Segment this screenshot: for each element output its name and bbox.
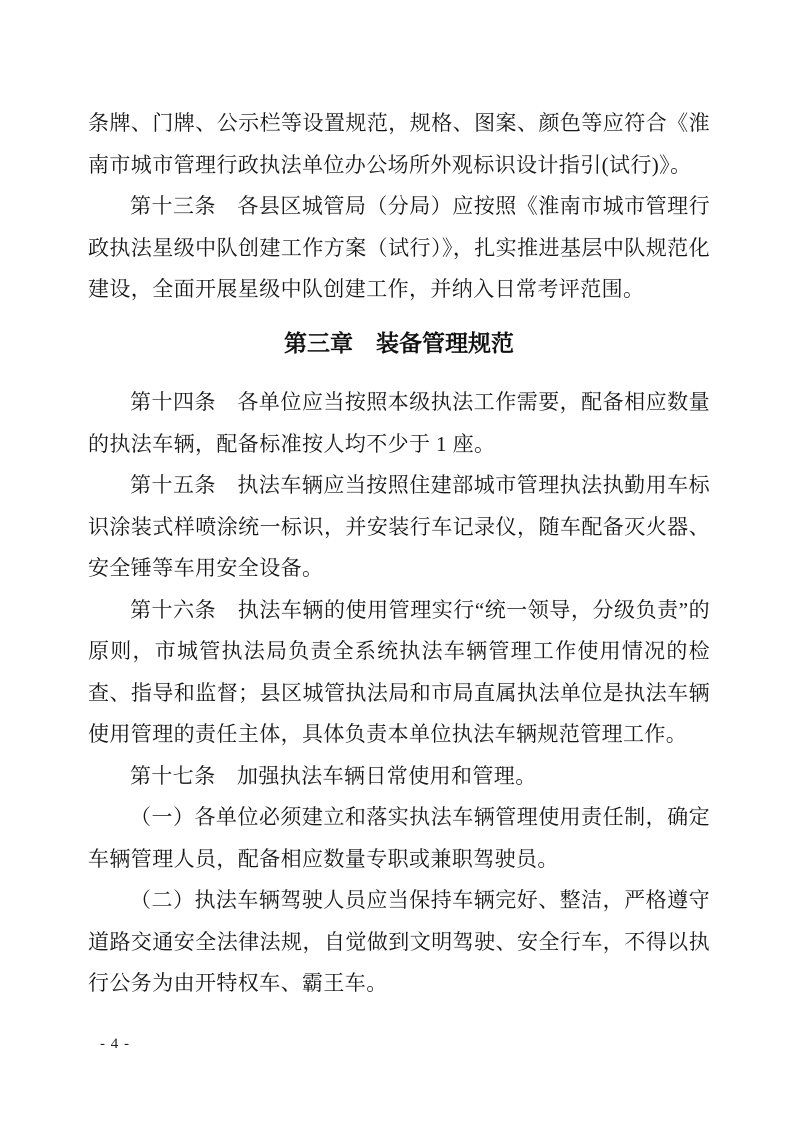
paragraph-article-14: 第十四条 各单位应当按照本级执法工作需要，配备相应数量的执法车辆，配备标准按人均不少于 1 座。 (88, 390, 710, 456)
chapter-heading: 第三章 装备管理规范 (284, 329, 514, 356)
paragraph-item-2: （二）执法车辆驾驶人员应当保持车辆完好、整洁，严格遵守道路交通安全法律法规，自觉做到文明驾驶、安全行车，不得以执行公务为由开特权车、霸王车。 (88, 888, 710, 995)
paragraph-continuation: 条牌、门牌、公示栏等设置规范，规格、图案、颜色等应符合《淮南市城市管理行政执法单位办公场所外观标识设计指引(试行)》。 (88, 111, 710, 177)
document-body (88, 103, 710, 1005)
page-number: - 4 - (100, 1036, 130, 1052)
paragraph-article-13: 第十三条 各县区城管局（分局）应按照《淮南市城市管理行政执法星级中队创建工作方案（试行）》，扎实推进基层中队规范化建设，全面开展星级中队创建工作，并纳入日常考评范围。 (88, 194, 710, 301)
paragraph-article-17: 第十七条 加强执法车辆日常使用和管理。 (130, 763, 537, 788)
paragraph-item-1: （一）各单位必须建立和落实执法车辆管理使用责任制，确定车辆管理人员，配备相应数量专职或兼职驾驶员。 (88, 805, 710, 871)
paragraph-article-15: 第十五条 执法车辆应当按照住建部城市管理执法执勤用车标识涂装式样喷涂统一标识，并安装行车记录仪，随车配备灭火器、安全锤等车用安全设备。 (88, 473, 710, 580)
paragraph-article-16: 第十六条 执法车辆的使用管理实行“统一领导，分级负责”的原则，市城管执法局负责全系统执法车辆管理工作使用情况的检查、指导和监督；县区城管执法局和市局直属执法单位是执法车辆使用管理的责任主体，具体负责本单位执法车辆规范管理工作。 (88, 597, 710, 746)
